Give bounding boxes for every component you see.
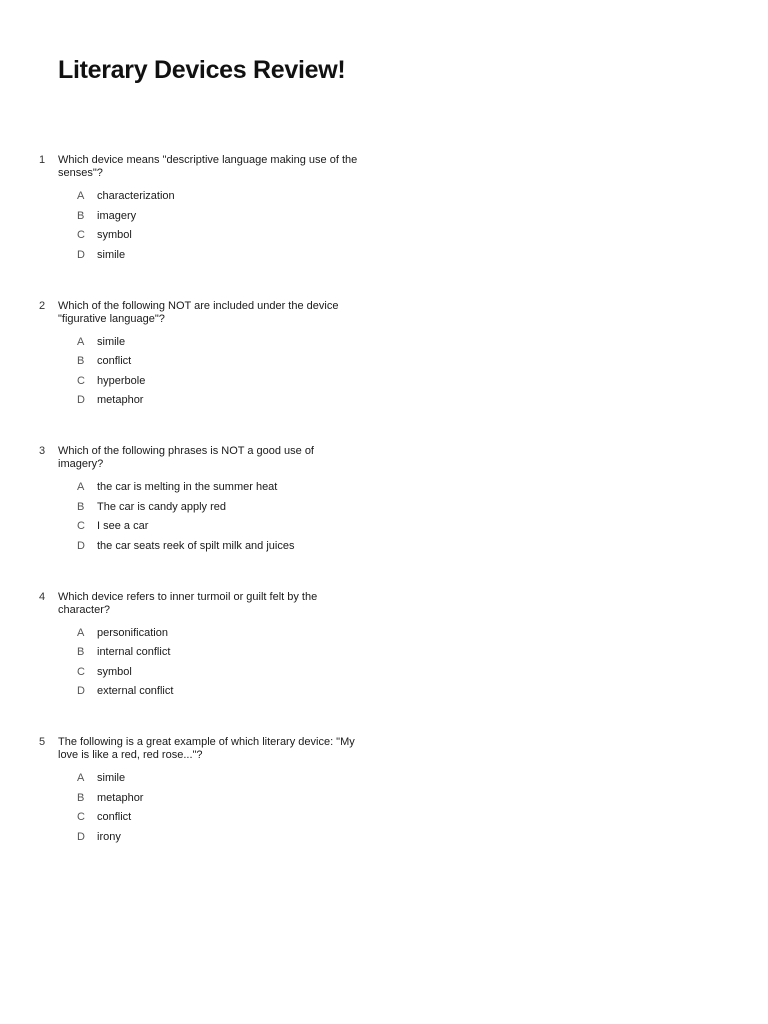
choice-letter: B [77, 500, 85, 513]
question-1 [0, 154, 768, 300]
question-5 [0, 736, 768, 882]
choice-text: conflict [97, 811, 132, 823]
choice-text: simile [97, 335, 126, 348]
answer-choice-b[interactable] [0, 646, 400, 666]
answer-choice-d[interactable] [0, 249, 400, 269]
answer-choice-c[interactable] [0, 666, 400, 686]
choice-text: I see a car [97, 520, 149, 532]
page-title: Literary Devices Review! [58, 56, 346, 84]
answer-choice-d[interactable] [0, 685, 400, 705]
question-3 [0, 445, 768, 591]
answer-choice-a[interactable] [0, 190, 400, 210]
question-text: Which of the following NOT are included under the device "figurative language"? [58, 299, 339, 325]
answer-choice-a[interactable] [0, 481, 400, 501]
choice-letter: D [77, 539, 85, 552]
choice-text: the car seats reek of spilt milk and juices [97, 539, 295, 552]
question-number: 2 [39, 299, 46, 312]
choice-text: external conflict [97, 685, 174, 697]
choice-letter: C [77, 520, 85, 532]
answer-choices [0, 627, 400, 705]
choice-text: The car is candy apply red [97, 500, 227, 513]
choice-letter: C [77, 374, 85, 387]
question-text: Which device refers to inner turmoil or guilt felt by the character? [58, 590, 318, 616]
choice-letter: B [77, 355, 85, 367]
choice-text: personification [97, 626, 168, 639]
choice-text: imagery [97, 209, 137, 222]
choice-letter: B [77, 791, 85, 804]
choice-text: simile [97, 248, 126, 261]
question-number: 4 [39, 590, 46, 603]
answer-choice-b[interactable] [0, 355, 400, 375]
choice-letter: A [77, 481, 85, 493]
choice-text: symbol [97, 665, 132, 678]
question-number: 3 [39, 445, 46, 457]
choice-text: the car is melting in the summer heat [97, 481, 278, 493]
choice-text: conflict [97, 355, 132, 367]
choice-letter: A [77, 190, 85, 202]
question-text: Which device means "descriptive language making use of the senses"? [58, 154, 358, 179]
question-2 [0, 300, 768, 446]
answer-choice-a[interactable] [0, 772, 400, 792]
choice-letter: A [77, 772, 85, 784]
choice-letter: C [77, 229, 85, 241]
answer-choices [0, 481, 400, 559]
answer-choices [0, 190, 400, 268]
answer-choice-d[interactable] [0, 831, 400, 851]
answer-choice-b[interactable] [0, 210, 400, 230]
choice-text: characterization [97, 190, 175, 202]
question-list [0, 154, 768, 882]
answer-choice-a[interactable] [0, 627, 400, 647]
choice-text: symbol [97, 229, 132, 241]
answer-choices [0, 336, 400, 414]
question-text: Which of the following phrases is NOT a good use of imagery? [58, 445, 314, 470]
choice-text: internal conflict [97, 646, 171, 658]
question-number: 5 [39, 736, 46, 748]
choice-letter: B [77, 209, 85, 222]
answer-choice-c[interactable] [0, 229, 400, 249]
answer-choice-a[interactable] [0, 336, 400, 356]
choice-text: metaphor [97, 791, 144, 804]
choice-letter: A [77, 335, 85, 348]
choice-text: irony [97, 830, 121, 843]
choice-letter: D [77, 394, 85, 406]
answer-choices [0, 772, 400, 850]
question-4 [0, 591, 768, 737]
choice-letter: D [77, 830, 85, 843]
choice-letter: A [77, 626, 85, 639]
choice-letter: C [77, 665, 85, 678]
choice-text: simile [97, 772, 126, 784]
answer-choice-c[interactable] [0, 811, 400, 831]
question-text: The following is a great example of which literary device: "My love is like a red, red rose..."? [58, 736, 355, 761]
answer-choice-b[interactable] [0, 792, 400, 812]
choice-text: metaphor [97, 394, 144, 406]
choice-letter: B [77, 646, 85, 658]
answer-choice-d[interactable] [0, 540, 400, 560]
choice-letter: C [77, 811, 85, 823]
answer-choice-d[interactable] [0, 394, 400, 414]
answer-choice-b[interactable] [0, 501, 400, 521]
question-number: 1 [39, 154, 46, 166]
answer-choice-c[interactable] [0, 520, 400, 540]
answer-choice-c[interactable] [0, 375, 400, 395]
choice-letter: D [77, 248, 85, 261]
choice-text: hyperbole [97, 374, 146, 387]
choice-letter: D [77, 685, 85, 697]
